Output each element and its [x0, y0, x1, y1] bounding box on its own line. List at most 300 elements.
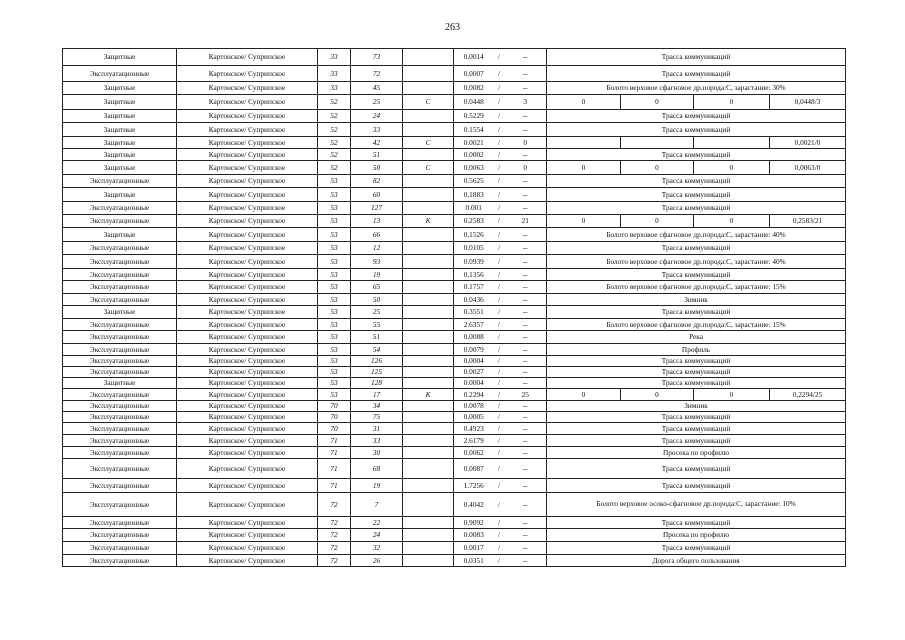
slash-cell: / — [494, 137, 505, 149]
plot-cell: 126 — [351, 356, 403, 367]
forestry-cell: Картонское/ Суприпское — [177, 479, 318, 493]
value-cell-3: 0 — [694, 95, 770, 110]
plot-cell: 68 — [351, 459, 403, 479]
note-cell: Трасса коммуникаций — [547, 269, 846, 281]
quarter-cell: 72 — [318, 529, 351, 542]
area-cell: 2.6357 — [454, 319, 494, 331]
species-mark-cell — [403, 255, 454, 269]
species-mark-cell — [403, 66, 454, 82]
number-cell: -- — [505, 542, 547, 555]
species-mark-cell — [403, 242, 454, 255]
category-cell: Защитные — [63, 123, 177, 137]
table-row — [63, 447, 846, 459]
quarter-cell: 72 — [318, 493, 351, 517]
forestry-cell: Картонское/ Суприпское — [177, 281, 318, 294]
area-cell: 0.1757 — [454, 281, 494, 294]
note-cell: Болото верховое сфагновое др.порода:С, зарастание: 15% — [547, 319, 846, 331]
category-cell: Эксплуатационные — [63, 281, 177, 294]
species-mark-cell — [403, 110, 454, 123]
note-cell: Трасса коммуникаций — [547, 110, 846, 123]
slash-cell: / — [494, 517, 505, 529]
note-cell: Трасса коммуникаций — [547, 356, 846, 367]
note-cell: Трасса коммуникаций — [547, 49, 846, 66]
number-cell: -- — [505, 269, 547, 281]
category-cell: Защитные — [63, 161, 177, 175]
forestry-cell: Картонское/ Суприпское — [177, 228, 318, 242]
number-cell: -- — [505, 555, 547, 567]
category-cell: Защитные — [63, 149, 177, 161]
plot-cell: 24 — [351, 529, 403, 542]
slash-cell: / — [494, 95, 505, 110]
plot-cell: 31 — [351, 423, 403, 435]
category-cell: Защитные — [63, 95, 177, 110]
category-cell: Эксплуатационные — [63, 269, 177, 281]
note-cell: Трасса коммуникаций — [547, 517, 846, 529]
slash-cell: / — [494, 49, 505, 66]
value-cell-1: 0 — [547, 215, 621, 228]
area-cell: 0.0351 — [454, 555, 494, 567]
forestry-cell: Картонское/ Суприпское — [177, 529, 318, 542]
species-mark-cell — [403, 401, 454, 412]
area-cell: 0.1883 — [454, 188, 494, 202]
species-mark-cell — [403, 344, 454, 356]
table-row — [63, 435, 846, 447]
quarter-cell: 52 — [318, 137, 351, 149]
number-cell: -- — [505, 412, 547, 423]
plot-cell: 50 — [351, 294, 403, 306]
quarter-cell: 53 — [318, 331, 351, 344]
table-row — [63, 459, 846, 479]
slash-cell: / — [494, 319, 505, 331]
table-row — [63, 331, 846, 344]
plot-cell: 13 — [351, 215, 403, 228]
quarter-cell: 53 — [318, 228, 351, 242]
plot-cell: 128 — [351, 378, 403, 389]
forestry-cell: Картонское/ Суприпское — [177, 82, 318, 95]
number-cell: -- — [505, 435, 547, 447]
category-cell: Эксплуатационные — [63, 255, 177, 269]
forestry-cell: Картонское/ Суприпское — [177, 378, 318, 389]
slash-cell: / — [494, 242, 505, 255]
number-cell: -- — [505, 378, 547, 389]
number-cell: -- — [505, 188, 547, 202]
area-cell: 0.3551 — [454, 306, 494, 319]
quarter-cell: 53 — [318, 306, 351, 319]
value-cell-1: 0 — [547, 95, 621, 110]
species-mark-cell — [403, 542, 454, 555]
area-cell: 0.9092 — [454, 517, 494, 529]
plot-cell: 26 — [351, 555, 403, 567]
number-cell: -- — [505, 319, 547, 331]
table-row — [63, 49, 846, 66]
forest-plots-table — [62, 48, 846, 567]
number-cell: -- — [505, 529, 547, 542]
area-cell: 0.0063 — [454, 161, 494, 175]
table-row — [63, 517, 846, 529]
slash-cell: / — [494, 389, 505, 401]
slash-cell: / — [494, 202, 505, 215]
table-row — [63, 242, 846, 255]
area-cell: 0.1526 — [454, 228, 494, 242]
quarter-cell: 70 — [318, 401, 351, 412]
area-cell: 0.0002 — [454, 149, 494, 161]
table-row — [63, 555, 846, 567]
number-cell: -- — [505, 459, 547, 479]
quarter-cell: 53 — [318, 378, 351, 389]
number-cell: -- — [505, 202, 547, 215]
category-cell: Защитные — [63, 110, 177, 123]
area-cell: 1.7256 — [454, 479, 494, 493]
table-row — [63, 401, 846, 412]
forestry-cell: Картонское/ Суприпское — [177, 137, 318, 149]
note-cell: Трасса коммуникаций — [547, 459, 846, 479]
table-row — [63, 423, 846, 435]
category-cell: Защитные — [63, 228, 177, 242]
forestry-cell: Картонское/ Суприпское — [177, 175, 318, 188]
quarter-cell: 70 — [318, 423, 351, 435]
quarter-cell: 52 — [318, 149, 351, 161]
note-cell: Просека по профилю — [547, 529, 846, 542]
category-cell: Эксплуатационные — [63, 423, 177, 435]
value-cell-4: 0,2583/21 — [770, 215, 846, 228]
value-cell-2: 0 — [621, 95, 694, 110]
area-cell: 0.0007 — [454, 66, 494, 82]
slash-cell: / — [494, 331, 505, 344]
forestry-cell: Картонское/ Суприпское — [177, 493, 318, 517]
quarter-cell: 33 — [318, 66, 351, 82]
slash-cell: / — [494, 82, 505, 95]
quarter-cell: 53 — [318, 294, 351, 306]
plot-cell: 17 — [351, 389, 403, 401]
quarter-cell: 53 — [318, 215, 351, 228]
table-row — [63, 161, 846, 175]
plot-cell: 24 — [351, 110, 403, 123]
species-mark-cell — [403, 356, 454, 367]
table-row — [63, 188, 846, 202]
table-row — [63, 378, 846, 389]
area-cell: 0.0087 — [454, 459, 494, 479]
table-row — [63, 319, 846, 331]
forestry-cell: Картонское/ Суприпское — [177, 49, 318, 66]
plot-cell: 42 — [351, 137, 403, 149]
area-cell: 0.0017 — [454, 542, 494, 555]
area-cell: 0.0004 — [454, 356, 494, 367]
value-cell-4: 0,2294/25 — [770, 389, 846, 401]
plot-cell: 30 — [351, 447, 403, 459]
plot-cell: 82 — [351, 175, 403, 188]
species-mark-cell — [403, 517, 454, 529]
plot-cell: 93 — [351, 255, 403, 269]
note-cell: Трасса коммуникаций — [547, 423, 846, 435]
value-cell-2: 0 — [621, 389, 694, 401]
value-cell-2 — [621, 137, 694, 149]
table-row — [63, 344, 846, 356]
category-cell: Эксплуатационные — [63, 175, 177, 188]
species-mark-cell — [403, 447, 454, 459]
category-cell: Эксплуатационные — [63, 356, 177, 367]
forestry-cell: Картонское/ Суприпское — [177, 66, 318, 82]
number-cell: -- — [505, 149, 547, 161]
category-cell: Эксплуатационные — [63, 493, 177, 517]
value-cell-3 — [694, 137, 770, 149]
forestry-cell: Картонское/ Суприпское — [177, 367, 318, 378]
slash-cell: / — [494, 435, 505, 447]
table-row — [63, 149, 846, 161]
note-cell: Трасса коммуникаций — [547, 378, 846, 389]
page-number: 263 — [445, 22, 460, 33]
value-cell-4: 0,0063/0 — [770, 161, 846, 175]
plot-cell: 125 — [351, 367, 403, 378]
species-mark-cell — [403, 281, 454, 294]
species-mark-cell — [403, 294, 454, 306]
quarter-cell: 53 — [318, 356, 351, 367]
species-mark-cell: С — [403, 137, 454, 149]
table-row — [63, 356, 846, 367]
plot-cell: 19 — [351, 269, 403, 281]
note-cell: Болото верховое сфагновое др.порода:С, зарастание: 40% — [547, 228, 846, 242]
note-cell: Болото верховое сфагновое др.порода:С, зарастание: 30% — [547, 82, 846, 95]
slash-cell: / — [494, 294, 505, 306]
area-cell: 0.5625 — [454, 175, 494, 188]
table-row — [63, 228, 846, 242]
number-cell: -- — [505, 306, 547, 319]
note-cell: Трасса коммуникаций — [547, 66, 846, 82]
number-cell: -- — [505, 175, 547, 188]
table-row — [63, 202, 846, 215]
area-cell: 0.001 — [454, 202, 494, 215]
slash-cell: / — [494, 228, 505, 242]
area-cell: 0.0939 — [454, 255, 494, 269]
quarter-cell: 53 — [318, 319, 351, 331]
species-mark-cell — [403, 149, 454, 161]
forestry-cell: Картонское/ Суприпское — [177, 255, 318, 269]
plot-cell: 33 — [351, 123, 403, 137]
plot-cell: 51 — [351, 331, 403, 344]
note-cell: Дорога общего пользования — [547, 555, 846, 567]
slash-cell: / — [494, 412, 505, 423]
table-row — [63, 175, 846, 188]
category-cell: Защитные — [63, 188, 177, 202]
plot-cell: 19 — [351, 479, 403, 493]
number-cell: -- — [505, 228, 547, 242]
note-cell: Болото верховое осоко-сфагновое др.порода:С, зарастание: 10% — [547, 493, 846, 517]
plot-cell: 25 — [351, 95, 403, 110]
area-cell: 0.0078 — [454, 401, 494, 412]
slash-cell: / — [494, 66, 505, 82]
slash-cell: / — [494, 149, 505, 161]
number-cell: -- — [505, 281, 547, 294]
category-cell: Эксплуатационные — [63, 389, 177, 401]
slash-cell: / — [494, 401, 505, 412]
table-row — [63, 529, 846, 542]
quarter-cell: 53 — [318, 175, 351, 188]
area-cell: 0.2583 — [454, 215, 494, 228]
area-cell: 0.0105 — [454, 242, 494, 255]
value-cell-3: 0 — [694, 161, 770, 175]
quarter-cell: 53 — [318, 269, 351, 281]
species-mark-cell — [403, 412, 454, 423]
slash-cell: / — [494, 459, 505, 479]
forestry-cell: Картонское/ Суприпское — [177, 389, 318, 401]
plot-cell: 73 — [351, 49, 403, 66]
quarter-cell: 71 — [318, 435, 351, 447]
species-mark-cell — [403, 493, 454, 517]
number-cell: -- — [505, 356, 547, 367]
quarter-cell: 52 — [318, 110, 351, 123]
number-cell: -- — [505, 110, 547, 123]
number-cell: -- — [505, 123, 547, 137]
plot-cell: 65 — [351, 281, 403, 294]
number-cell: 0 — [505, 161, 547, 175]
area-cell: 0.0448 — [454, 95, 494, 110]
note-cell: Река — [547, 331, 846, 344]
forestry-cell: Картонское/ Суприпское — [177, 542, 318, 555]
number-cell: -- — [505, 66, 547, 82]
species-mark-cell: С — [403, 161, 454, 175]
slash-cell: / — [494, 493, 505, 517]
table-row — [63, 269, 846, 281]
note-cell: Трасса коммуникаций — [547, 188, 846, 202]
table-row — [63, 294, 846, 306]
forestry-cell: Картонское/ Суприпское — [177, 95, 318, 110]
area-cell: 0.1554 — [454, 123, 494, 137]
table-row — [63, 95, 846, 110]
forestry-cell: Картонское/ Суприпское — [177, 188, 318, 202]
table-row — [63, 412, 846, 423]
table-row — [63, 110, 846, 123]
number-cell: -- — [505, 517, 547, 529]
species-mark-cell — [403, 319, 454, 331]
note-cell: Зимник — [547, 401, 846, 412]
species-mark-cell: К — [403, 389, 454, 401]
value-cell-2: 0 — [621, 161, 694, 175]
table-row — [63, 137, 846, 149]
plot-cell: 72 — [351, 66, 403, 82]
area-cell: 0.4923 — [454, 423, 494, 435]
forestry-cell: Картонское/ Суприпское — [177, 459, 318, 479]
plot-cell: 22 — [351, 517, 403, 529]
forestry-cell: Картонское/ Суприпское — [177, 435, 318, 447]
plot-cell: 45 — [351, 82, 403, 95]
category-cell: Защитные — [63, 82, 177, 95]
species-mark-cell — [403, 82, 454, 95]
species-mark-cell — [403, 423, 454, 435]
table-row — [63, 215, 846, 228]
note-cell: Трасса коммуникаций — [547, 175, 846, 188]
number-cell: 25 — [505, 389, 547, 401]
slash-cell: / — [494, 269, 505, 281]
value-cell-4: 0,0021/0 — [770, 137, 846, 149]
plot-cell: 66 — [351, 228, 403, 242]
category-cell: Эксплуатационные — [63, 435, 177, 447]
species-mark-cell: К — [403, 215, 454, 228]
species-mark-cell — [403, 269, 454, 281]
forestry-cell: Картонское/ Суприпское — [177, 344, 318, 356]
slash-cell: / — [494, 215, 505, 228]
area-cell: 0.0004 — [454, 378, 494, 389]
slash-cell: / — [494, 378, 505, 389]
category-cell: Защитные — [63, 137, 177, 149]
species-mark-cell — [403, 378, 454, 389]
species-mark-cell — [403, 202, 454, 215]
area-cell: 0.0021 — [454, 137, 494, 149]
category-cell: Защитные — [63, 378, 177, 389]
table-row — [63, 306, 846, 319]
forestry-cell: Картонское/ Суприпское — [177, 331, 318, 344]
species-mark-cell — [403, 188, 454, 202]
number-cell: -- — [505, 255, 547, 269]
quarter-cell: 52 — [318, 123, 351, 137]
slash-cell: / — [494, 555, 505, 567]
slash-cell: / — [494, 188, 505, 202]
number-cell: 3 — [505, 95, 547, 110]
quarter-cell: 70 — [318, 412, 351, 423]
area-cell: 0.5229 — [454, 110, 494, 123]
category-cell: Эксплуатационные — [63, 517, 177, 529]
quarter-cell: 72 — [318, 542, 351, 555]
forestry-cell: Картонское/ Суприпское — [177, 110, 318, 123]
table-row — [63, 542, 846, 555]
species-mark-cell — [403, 49, 454, 66]
number-cell: -- — [505, 367, 547, 378]
plot-cell: 33 — [351, 435, 403, 447]
forestry-cell: Картонское/ Суприпское — [177, 555, 318, 567]
category-cell: Эксплуатационные — [63, 242, 177, 255]
number-cell: -- — [505, 82, 547, 95]
category-cell: Эксплуатационные — [63, 555, 177, 567]
quarter-cell: 53 — [318, 255, 351, 269]
category-cell: Эксплуатационные — [63, 367, 177, 378]
quarter-cell: 71 — [318, 459, 351, 479]
quarter-cell: 33 — [318, 49, 351, 66]
category-cell: Эксплуатационные — [63, 542, 177, 555]
number-cell: 21 — [505, 215, 547, 228]
note-cell: Просека по профилю — [547, 447, 846, 459]
note-cell: Болото верховое сфагновое др.порода:С, зарастание: 40% — [547, 255, 846, 269]
number-cell: 0 — [505, 137, 547, 149]
value-cell-2: 0 — [621, 215, 694, 228]
plot-cell: 34 — [351, 401, 403, 412]
value-cell-3: 0 — [694, 389, 770, 401]
slash-cell: / — [494, 255, 505, 269]
slash-cell: / — [494, 356, 505, 367]
number-cell: -- — [505, 294, 547, 306]
slash-cell: / — [494, 529, 505, 542]
category-cell: Эксплуатационные — [63, 294, 177, 306]
plot-cell: 7 — [351, 493, 403, 517]
value-cell-4: 0,0448/3 — [770, 95, 846, 110]
area-cell: 0.0027 — [454, 367, 494, 378]
note-cell: Профиль — [547, 344, 846, 356]
area-cell: 0.0088 — [454, 331, 494, 344]
slash-cell: / — [494, 123, 505, 137]
quarter-cell: 72 — [318, 517, 351, 529]
number-cell: -- — [505, 447, 547, 459]
category-cell: Эксплуатационные — [63, 319, 177, 331]
table-body — [63, 49, 846, 567]
forestry-cell: Картонское/ Суприпское — [177, 401, 318, 412]
note-cell: Трасса коммуникаций — [547, 435, 846, 447]
quarter-cell: 53 — [318, 202, 351, 215]
area-cell: 0.0083 — [454, 529, 494, 542]
slash-cell: / — [494, 281, 505, 294]
area-cell: 0.4042 — [454, 493, 494, 517]
quarter-cell: 72 — [318, 555, 351, 567]
note-cell: Трасса коммуникаций — [547, 479, 846, 493]
category-cell: Эксплуатационные — [63, 215, 177, 228]
number-cell: -- — [505, 344, 547, 356]
plot-cell: 51 — [351, 149, 403, 161]
